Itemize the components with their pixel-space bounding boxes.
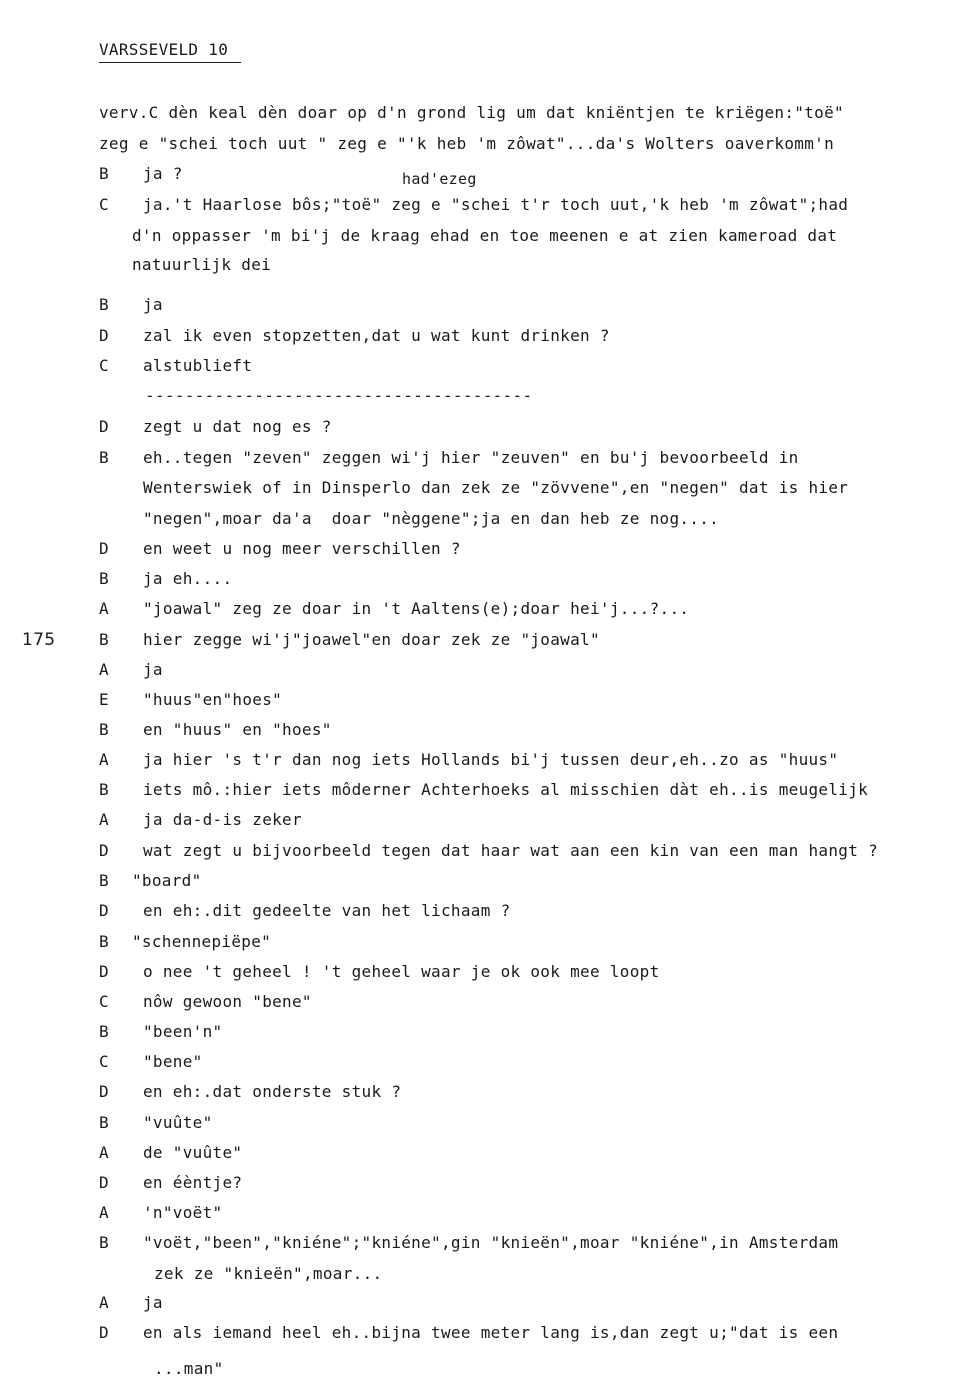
utterance-continuation: natuurlijk dei [132,255,272,274]
speaker-label: D [99,326,109,345]
utterance: en éèntje? [143,1173,243,1192]
speaker-label: D [99,539,109,558]
speaker-label: A [99,1203,109,1222]
speaker-label: B [99,1022,109,1041]
speaker-label: C [99,195,109,214]
utterance: eh..tegen "zeven" zeggen wi'j hier "zeuven" en bu'j bevoorbeeld in [143,448,799,467]
speaker-label: A [99,750,109,769]
speaker-label: B [99,448,109,467]
utterance-continuation: "negen",moar da'a doar "nèggene";ja en dan heb ze nog.... [143,509,720,528]
utterance: de "vuûte" [143,1143,243,1162]
speaker-label: B [99,569,109,588]
utterance: 'n"voët" [143,1203,223,1222]
speaker-label: D [99,417,109,436]
utterance: en als iemand heel eh..bijna twee meter lang is,dan zegt u;"dat is een [143,1323,839,1342]
utterance: nôw gewoon "bene" [143,992,312,1011]
utterance: "joawal" zeg ze doar in 't Aaltens(e);doar hei'j...?... [143,599,690,618]
speaker-label: D [99,1173,109,1192]
utterance-continuation: Wenterswiek of in Dinsperlo dan zek ze "zövvene",en "negen" dat is hier [143,478,849,497]
speaker-label: B [99,871,109,890]
utterance: zegt u dat nog es ? [143,417,332,436]
utterance: "board" [132,871,202,890]
utterance: ja.'t Haarlose bôs;"toë" zeg e "schei t'r toch uut,'k heb 'm zôwat";had [143,195,849,214]
utterance: ja [143,295,163,314]
speaker-label: B [99,1233,109,1252]
speaker-label: D [99,1082,109,1101]
utterance: hier zegge wi'j"joawel"en doar zek ze "joawal" [143,630,600,649]
handwritten-insert: had'ezeg [402,170,477,188]
speaker-label: B [99,164,109,183]
utterance-continuation: d'n oppasser 'm bi'j de kraag ehad en toe meenen e at zien kameroad dat [132,226,838,245]
utterance: wat zegt u bijvoorbeeld tegen dat haar wat aan een kin van een man hangt ? [143,841,879,860]
utterance-continuation: ...man" [154,1359,224,1378]
utterance: en "huus" en "hoes" [143,720,332,739]
utterance: ja [143,1293,163,1312]
speaker-label: A [99,1143,109,1162]
utterance: ja hier 's t'r dan nog iets Hollands bi'j tussen deur,eh..zo as "huus" [143,750,839,769]
speaker-label: E [99,690,109,709]
utterance: "bene" [143,1052,203,1071]
speaker-label: B [99,780,109,799]
utterance: "been'n" [143,1022,223,1041]
speaker-label: B [99,295,109,314]
utterance: ja eh.... [143,569,233,588]
speaker-label: D [99,901,109,920]
utterance: o nee 't geheel ! 't geheel waar je ok ook mee loopt [143,962,660,981]
utterance: ja [143,660,163,679]
utterance: "huus"en"hoes" [143,690,283,709]
transcript-line: verv.C dèn keal dèn doar op d'n grond lig um dat kniëntjen te kriëgen:"toë" [99,103,844,122]
margin-number: 175 [22,630,56,650]
utterance: iets mô.:hier iets môderner Achterhoeks al misschien dàt eh..is meugelijk [143,780,869,799]
utterance-continuation: zek ze "knieën",moar... [154,1264,383,1283]
speaker-label: B [99,630,109,649]
speaker-label: B [99,720,109,739]
utterance: ja da-d-is zeker [143,810,302,829]
speaker-label: A [99,810,109,829]
speaker-label: B [99,932,109,951]
speaker-label: C [99,992,109,1011]
section-separator: --------------------------------------- [145,386,533,405]
speaker-label: D [99,962,109,981]
utterance: "voët,"been","kniéne";"kniéne",gin "knieën",moar "kniéne",in Amsterdam [143,1233,839,1252]
speaker-label: A [99,599,109,618]
utterance: "vuûte" [143,1113,213,1132]
utterance: alstublieft [143,356,253,375]
utterance: en weet u nog meer verschillen ? [143,539,461,558]
utterance: zal ik even stopzetten,dat u wat kunt drinken ? [143,326,610,345]
speaker-label: C [99,356,109,375]
transcript-line: zeg e "schei toch uut " zeg e "'k heb 'm zôwat"...da's Wolters oaverkomm'n [99,134,835,153]
speaker-label: D [99,1323,109,1342]
utterance: en eh:.dit gedeelte van het lichaam ? [143,901,511,920]
page-title: VARSSEVELD 10 [99,40,229,59]
title-underline [99,62,241,63]
utterance: ja ? [143,164,183,183]
speaker-label: A [99,1293,109,1312]
utterance: "schennepiëpe" [132,932,272,951]
speaker-label: C [99,1052,109,1071]
speaker-label: B [99,1113,109,1132]
speaker-label: D [99,841,109,860]
utterance: en eh:.dat onderste stuk ? [143,1082,402,1101]
speaker-label: A [99,660,109,679]
